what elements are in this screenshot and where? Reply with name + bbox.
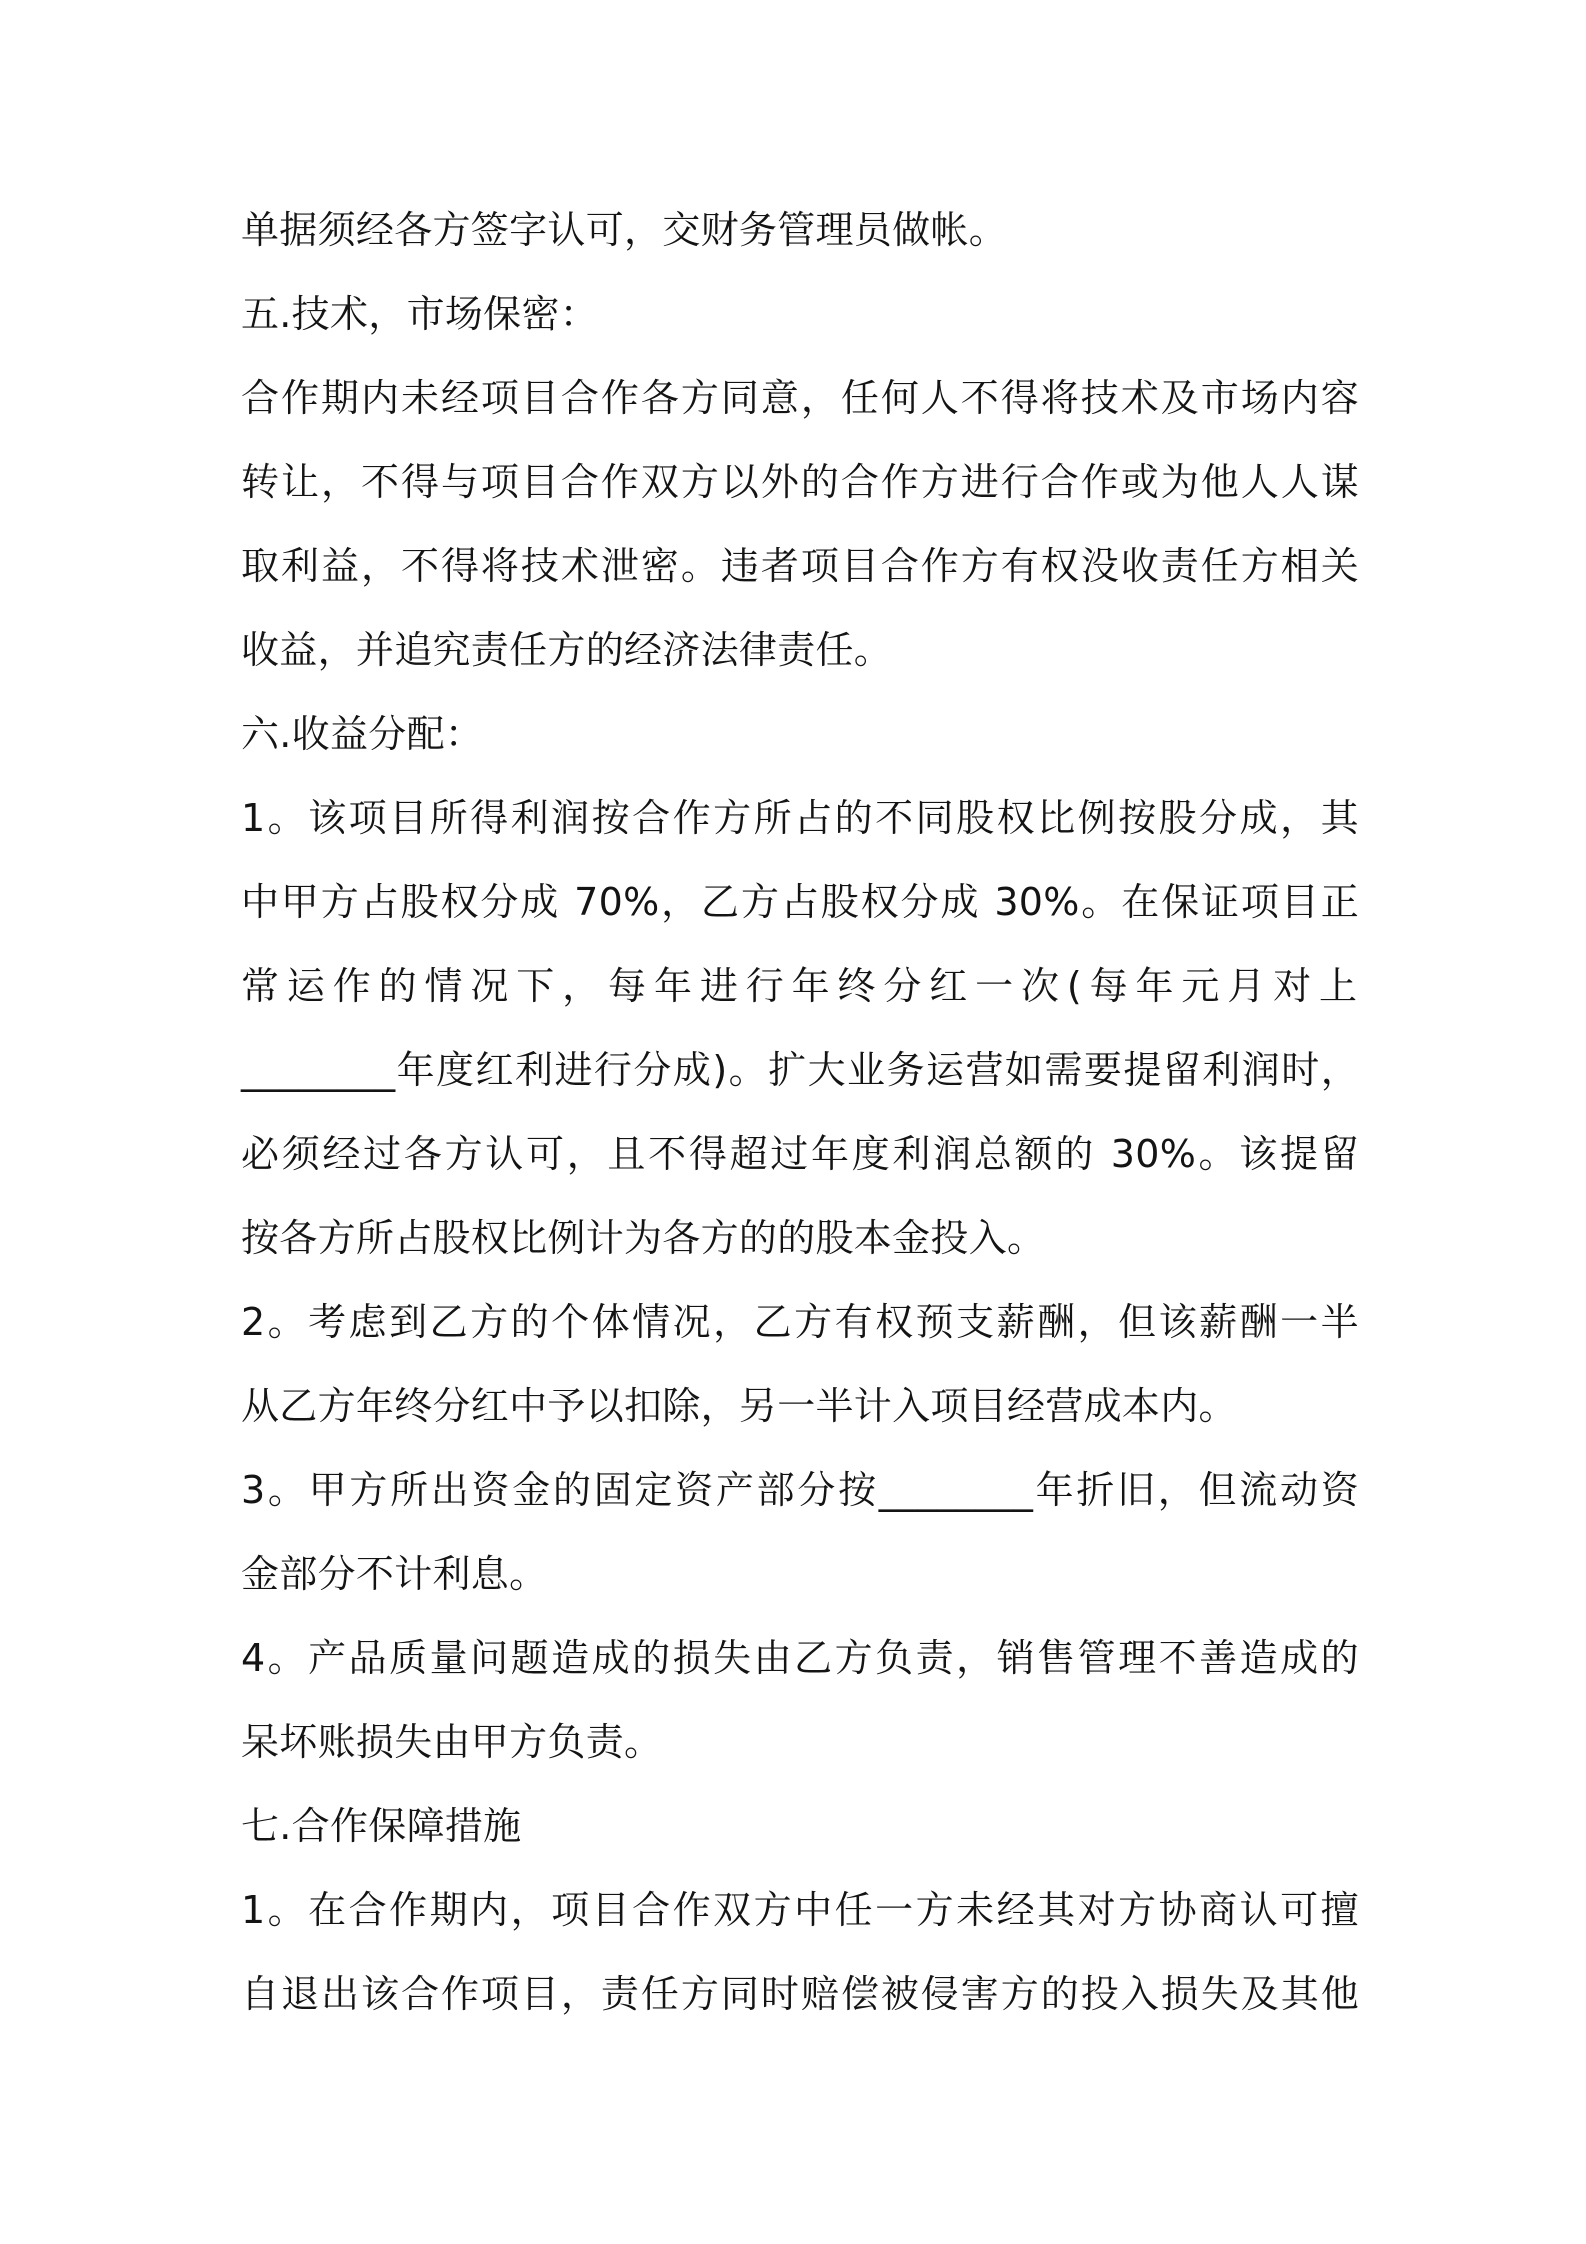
text-line: 3。甲方所出资金的固定资产部分按________年折旧，但流动资 <box>241 1468 1359 1512</box>
text-line: 1。该项目所得利润按合作方所占的不同股权比例按股分成，其 <box>241 796 1359 840</box>
document-body <box>241 188 1359 2036</box>
text-line: 4。产品质量问题造成的损失由乙方负责，销售管理不善造成的 <box>241 1636 1359 1680</box>
section-heading-7: 七.合作保障措施 <box>241 1804 522 1848</box>
text-line: 从乙方年终分红中予以扣除，另一半计入项目经营成本内。 <box>241 1384 1237 1428</box>
text-line: 1。在合作期内，项目合作双方中任一方未经其对方协商认可擅 <box>241 1888 1359 1932</box>
text-line: 转让，不得与项目合作双方以外的合作方进行合作或为他人人谋 <box>241 460 1359 504</box>
text-line: 呆坏账损失由甲方负责。 <box>241 1720 663 1764</box>
text-line: 2。考虑到乙方的个体情况，乙方有权预支薪酬，但该薪酬一半 <box>241 1300 1359 1344</box>
text-line: 中甲方占股权分成 70%，乙方占股权分成 30%。在保证项目正 <box>241 880 1359 924</box>
text-line: 取利益，不得将技术泄密。违者项目合作方有权没收责任方相关 <box>241 544 1359 588</box>
text-line: 按各方所占股权比例计为各方的的股本金投入。 <box>241 1216 1046 1260</box>
section-heading-5: 五.技术，市场保密： <box>241 292 599 336</box>
text-line: 必须经过各方认可，且不得超过年度利润总额的 30%。该提留 <box>241 1132 1359 1176</box>
text-line: ________年度红利进行分成)。扩大业务运营如需要提留利润时， <box>241 1048 1359 1092</box>
text-line: 单据须经各方签字认可，交财务管理员做帐。 <box>241 208 1008 252</box>
text-line: 合作期内未经项目合作各方同意，任何人不得将技术及市场内容 <box>241 376 1359 420</box>
text-line: 常运作的情况下，每年进行年终分红一次(每年元月对上 <box>241 964 1359 1008</box>
text-line: 自退出该合作项目，责任方同时赔偿被侵害方的投入损失及其他 <box>241 1972 1359 2016</box>
section-heading-6: 六.收益分配： <box>241 712 484 756</box>
text-line: 金部分不计利息。 <box>241 1552 548 1596</box>
text-line: 收益，并追究责任方的经济法律责任。 <box>241 628 893 672</box>
